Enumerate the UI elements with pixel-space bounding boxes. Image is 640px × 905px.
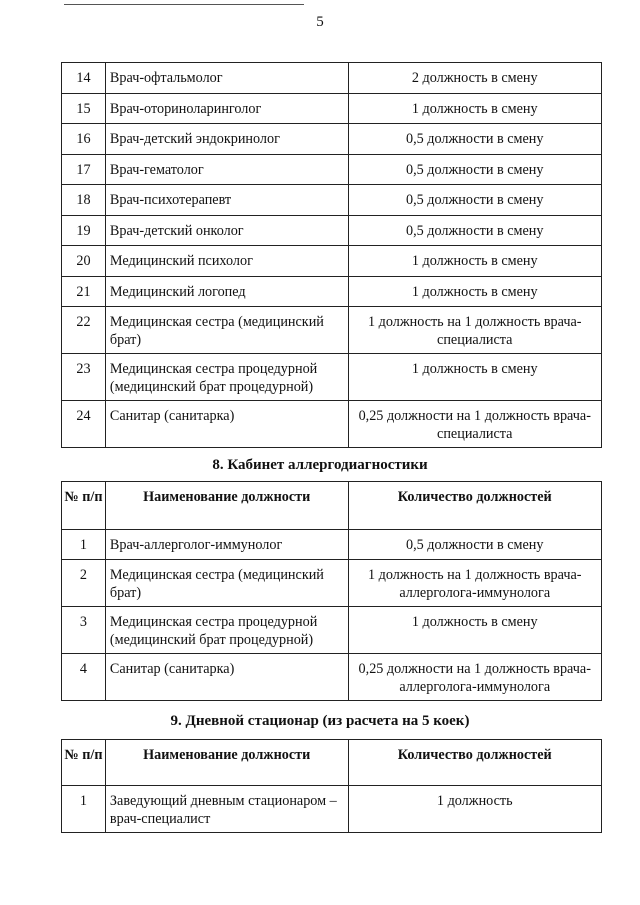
position-quantity: 0,5 должности в смену: [348, 530, 602, 560]
position-name: Врач-оториноларинголог: [105, 93, 348, 124]
position-quantity: 1 должность на 1 должность врача-аллерголога-иммунолога: [348, 560, 602, 607]
row-number: 1: [62, 786, 106, 833]
position-quantity: 1 должность на 1 должность врача-специалиста: [348, 307, 601, 354]
section-title-allergy-cabinet: 8. Кабинет аллергодиагностики: [212, 457, 428, 473]
position-name: Медицинский логопед: [105, 276, 348, 307]
position-quantity: 1 должность в смену: [348, 93, 601, 124]
table-row: [62, 276, 602, 307]
position-name: Медицинская сестра (медицинский брат): [105, 560, 348, 607]
position-quantity: 0,5 должности в смену: [348, 185, 601, 216]
row-number: 23: [62, 354, 106, 401]
row-number: 1: [62, 530, 106, 560]
position-name: Медицинский психолог: [105, 246, 348, 277]
row-number: 2: [62, 560, 106, 607]
position-name: Врач-детский эндокринолог: [105, 124, 348, 155]
header-rule: [64, 4, 304, 5]
table-row: [62, 154, 602, 185]
table-row: [62, 607, 602, 654]
table-row: [62, 401, 602, 448]
row-number: 22: [62, 307, 106, 354]
position-name: Врач-офтальмолог: [105, 63, 348, 94]
table-row: [62, 654, 602, 701]
staff-table-continuation: [61, 62, 602, 448]
section-title-day-hospital: 9. Дневной стационар (из расчета на 5 коек): [170, 713, 470, 729]
position-quantity: 1 должность в смену: [348, 276, 601, 307]
position-quantity: 1 должность: [348, 786, 602, 833]
row-number: 4: [62, 654, 106, 701]
position-name: Санитар (санитарка): [105, 401, 348, 448]
table-row: [62, 185, 602, 216]
row-number: 24: [62, 401, 106, 448]
position-name: Санитар (санитарка): [105, 654, 348, 701]
allergy-cabinet-table: [61, 481, 602, 701]
table-row: [62, 63, 602, 94]
day-hospital-table: [61, 739, 602, 833]
position-name: Медицинская сестра (медицинский брат): [105, 307, 348, 354]
position-quantity: 1 должность в смену: [348, 354, 601, 401]
position-name: Врач-детский онколог: [105, 215, 348, 246]
table-row: [62, 215, 602, 246]
position-quantity: 0,5 должности в смену: [348, 215, 601, 246]
table-row: [62, 93, 602, 124]
row-number: 21: [62, 276, 106, 307]
table-row: [62, 530, 602, 560]
row-number: 16: [62, 124, 106, 155]
table-row: [62, 786, 602, 833]
row-number: 19: [62, 215, 106, 246]
table-header-row: [62, 740, 602, 786]
position-quantity: 0,5 должности в смену: [348, 124, 601, 155]
row-number: 20: [62, 246, 106, 277]
table-row: [62, 560, 602, 607]
table-row: [62, 124, 602, 155]
table-header-row: [62, 482, 602, 530]
position-name: Врач-гематолог: [105, 154, 348, 185]
position-quantity: 0,25 должности на 1 должность врача-аллерголога-иммунолога: [348, 654, 602, 701]
position-name: Медицинская сестра процедурной (медицинский брат процедурной): [105, 354, 348, 401]
position-name: Врач-аллерголог-иммунолог: [105, 530, 348, 560]
column-header-number: № п/п: [62, 482, 106, 530]
column-header-position: Наименование должности: [105, 740, 348, 786]
position-name: Медицинская сестра процедурной (медицинский брат процедурной): [105, 607, 348, 654]
position-quantity: 1 должность в смену: [348, 607, 602, 654]
row-number: 18: [62, 185, 106, 216]
table-row: [62, 354, 602, 401]
position-quantity: 0,5 должности в смену: [348, 154, 601, 185]
column-header-quantity: Количество должностей: [348, 482, 602, 530]
position-quantity: 0,25 должности на 1 должность врача-специалиста: [348, 401, 601, 448]
column-header-number: № п/п: [62, 740, 106, 786]
position-quantity: 2 должность в смену: [348, 63, 601, 94]
table-row: [62, 307, 602, 354]
table-row: [62, 246, 602, 277]
position-name: Заведующий дневным стационаром – врач-специалист: [105, 786, 348, 833]
row-number: 17: [62, 154, 106, 185]
row-number: 14: [62, 63, 106, 94]
position-quantity: 1 должность в смену: [348, 246, 601, 277]
row-number: 3: [62, 607, 106, 654]
column-header-position: Наименование должности: [105, 482, 348, 530]
column-header-quantity: Количество должностей: [348, 740, 602, 786]
page-number: 5: [316, 14, 324, 30]
row-number: 15: [62, 93, 106, 124]
position-name: Врач-психотерапевт: [105, 185, 348, 216]
